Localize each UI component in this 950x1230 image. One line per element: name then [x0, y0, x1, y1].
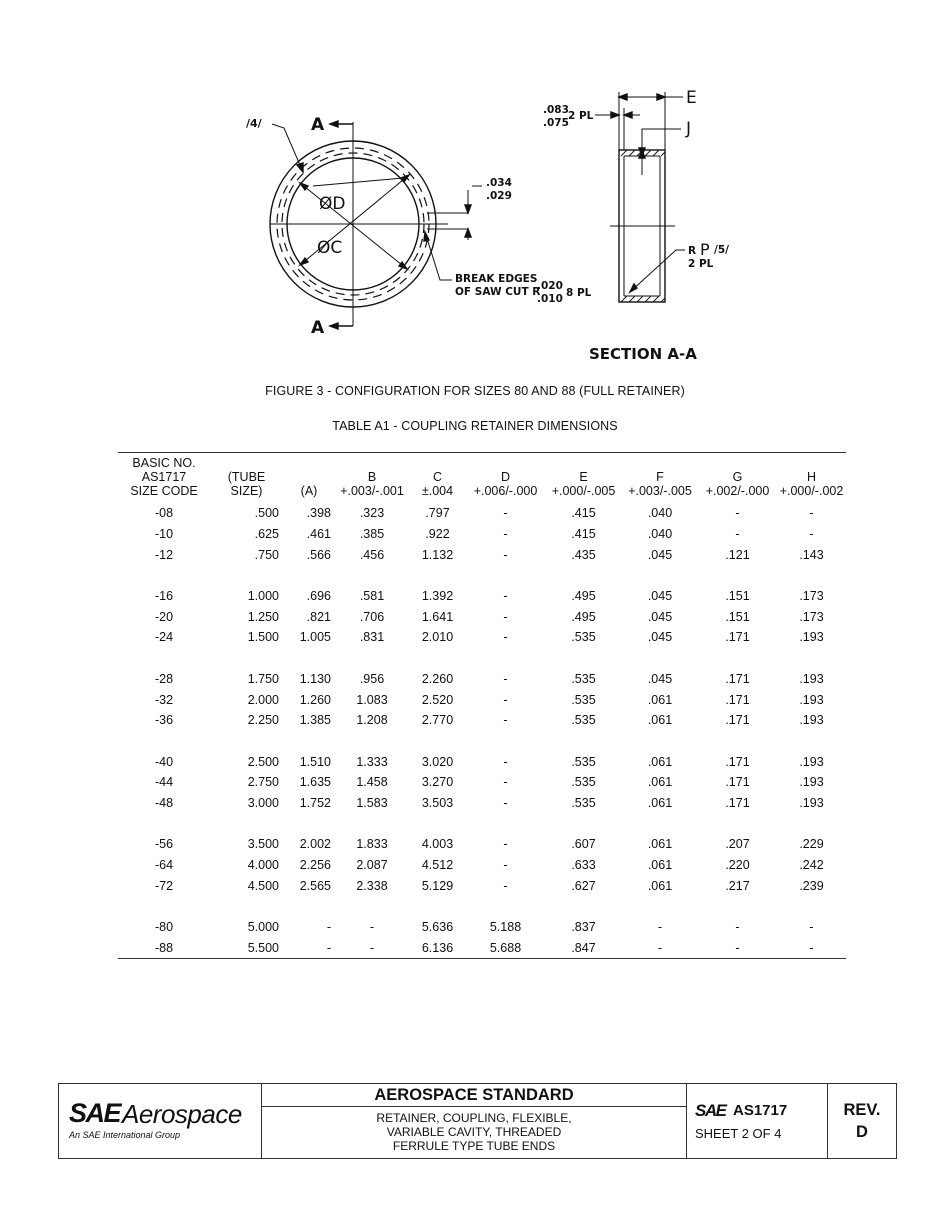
table-cell: .242 — [799, 858, 824, 873]
table-cell: 1.208 — [356, 713, 388, 728]
table-cell: .045 — [647, 671, 673, 686]
table-cell: .535 — [571, 692, 596, 707]
table-spacer-cell — [118, 565, 846, 586]
table-cell: .535 — [571, 795, 596, 810]
diameter-c-label: ØC — [317, 238, 343, 258]
table-row — [118, 834, 846, 855]
table-cell: 5.500 — [247, 940, 279, 955]
table-header-cell: C ±.004 — [421, 470, 454, 498]
table-cell: 3.500 — [247, 837, 279, 852]
note-5-label: /5/ — [714, 244, 729, 256]
table-cell: .045 — [647, 630, 673, 645]
table-cell: .061 — [647, 858, 673, 873]
document-title — [262, 1111, 686, 1153]
table-cell: - — [326, 940, 331, 955]
table-cell: - — [503, 547, 508, 562]
table-cell: 1.260 — [299, 692, 331, 707]
table-row — [118, 606, 846, 627]
table-cell: .045 — [647, 609, 673, 624]
table-cell: .121 — [725, 547, 750, 562]
table-cell: 1.458 — [356, 775, 388, 790]
table-cell: .607 — [571, 837, 596, 852]
table-cell: 2.338 — [356, 878, 388, 893]
table-cell: .193 — [799, 713, 824, 728]
label-e: E — [686, 88, 697, 108]
sheet-number: SHEET 2 OF 4 — [695, 1126, 782, 1141]
table-cell: - — [503, 692, 508, 707]
table-cell: - — [503, 609, 508, 624]
table-cell: - — [735, 940, 740, 955]
table-cell: - — [503, 775, 508, 790]
table-spacer-row — [118, 565, 846, 586]
table-cell: 5.129 — [421, 878, 454, 893]
table-header-cell: G +.002/-.000 — [705, 470, 770, 498]
table-cell: .435 — [571, 547, 596, 562]
table-spacer-cell — [118, 896, 846, 917]
dim-034-label: .034 — [486, 177, 512, 189]
table-row — [118, 917, 846, 938]
table-cell: .535 — [571, 630, 596, 645]
table-row — [118, 855, 846, 876]
table-cell: 5.188 — [489, 920, 522, 935]
table-cell: .151 — [725, 609, 750, 624]
table-cell: - — [503, 506, 508, 521]
table-caption: TABLE A1 - COUPLING RETAINER DIMENSIONS — [332, 419, 618, 433]
table-cell: .633 — [571, 858, 596, 873]
table-cell: 1.635 — [299, 775, 331, 790]
table-spacer-cell — [118, 648, 846, 669]
table-cell: .750 — [254, 547, 279, 562]
table-cell: -56 — [154, 837, 174, 852]
table-header-cell: B +.003/-.001 — [340, 470, 404, 498]
table-cell: .495 — [571, 589, 596, 604]
table-cell: - — [735, 920, 740, 935]
table-cell: .239 — [799, 878, 824, 893]
table-header-cell: F +.003/-.005 — [628, 470, 692, 498]
table-row — [118, 793, 846, 814]
table-cell: 1.500 — [247, 630, 279, 645]
table-cell: .207 — [725, 837, 750, 852]
table-cell: 1.752 — [299, 795, 331, 810]
table-header-cell: BASIC NO. AS1717 SIZE CODE — [130, 456, 198, 498]
table-cell: .061 — [647, 692, 673, 707]
table-cell: 1.333 — [356, 754, 388, 769]
section-a-bottom-label: A — [311, 318, 325, 338]
table-cell: -16 — [154, 589, 174, 604]
table-cell: .696 — [306, 589, 331, 604]
table-cell: .461 — [306, 527, 331, 542]
table-cell: - — [503, 878, 508, 893]
table-cell: 1.132 — [421, 547, 454, 562]
table-cell: - — [503, 527, 508, 542]
table-cell: - — [503, 858, 508, 873]
table-cell: .415 — [571, 527, 596, 542]
table-cell: 1.510 — [299, 754, 331, 769]
table-cell: 4.500 — [247, 878, 279, 893]
title-block — [58, 1083, 897, 1159]
table-cell: .171 — [725, 775, 750, 790]
table-cell: 3.270 — [421, 775, 454, 790]
table-cell: .837 — [571, 920, 596, 935]
table-header-row — [118, 453, 846, 500]
table-cell: .847 — [571, 940, 596, 955]
table-cell: .535 — [571, 671, 596, 686]
title-block-title-cell — [262, 1084, 687, 1158]
table-cell: -48 — [154, 795, 174, 810]
table-cell: .040 — [647, 506, 673, 521]
table-cell: .385 — [359, 527, 385, 542]
table-row — [118, 499, 846, 524]
table-cell: .193 — [799, 630, 824, 645]
table-cell: .173 — [799, 589, 824, 604]
table-cell: .061 — [647, 775, 673, 790]
table-cell: .415 — [571, 506, 596, 521]
table-cell: 4.003 — [421, 837, 454, 852]
table-body — [118, 499, 846, 959]
table-cell: .535 — [571, 754, 596, 769]
table-row — [118, 710, 846, 731]
revision-label: REV. — [843, 1101, 881, 1119]
table-cell: .495 — [571, 609, 596, 624]
table-cell: -64 — [154, 858, 174, 873]
table-cell: -72 — [154, 878, 174, 893]
table-cell: 3.000 — [247, 795, 279, 810]
title-block-rev-cell — [828, 1084, 896, 1158]
logo-subtitle: An SAE International Group — [69, 1130, 181, 1140]
table-spacer-row — [118, 731, 846, 752]
document-title-line: VARIABLE CAVITY, THREADED — [386, 1125, 562, 1139]
table-cell: 1.130 — [299, 671, 331, 686]
dim-020-label: .020 — [537, 280, 563, 292]
table-cell: .171 — [725, 692, 750, 707]
table-cell: .061 — [647, 795, 673, 810]
table-cell: .193 — [799, 671, 824, 686]
two-pl-bottom-label: 2 PL — [688, 258, 714, 270]
saw-cut-label: OF SAW CUT R — [455, 286, 541, 298]
table-cell: 2.565 — [299, 878, 331, 893]
table-cell: .706 — [359, 609, 385, 624]
table-cell: 1.583 — [356, 795, 388, 810]
section-a-top-label: A — [311, 115, 325, 135]
table-cell: 3.503 — [421, 795, 454, 810]
table-cell: .193 — [799, 754, 824, 769]
table-cell: 2.010 — [421, 630, 454, 645]
table-header-cell: (TUBE SIZE) — [227, 470, 266, 498]
table-cell: .797 — [425, 506, 450, 521]
table-cell: 1.641 — [421, 609, 454, 624]
break-edges-label: BREAK EDGES — [455, 273, 538, 285]
table-cell: .151 — [725, 589, 750, 604]
table-cell: - — [503, 671, 508, 686]
eight-pl-label: 8 PL — [566, 287, 592, 299]
table-cell: -32 — [154, 692, 174, 707]
table-cell: .171 — [725, 795, 750, 810]
table-cell: - — [809, 506, 814, 521]
dim-010-label: .010 — [537, 293, 563, 305]
table-cell: .045 — [647, 589, 673, 604]
title-block-docno-cell — [687, 1084, 828, 1158]
table-cell: .171 — [725, 713, 750, 728]
table-spacer-row — [118, 813, 846, 834]
document-title-line: FERRULE TYPE TUBE ENDS — [392, 1139, 556, 1153]
technical-drawing — [0, 0, 950, 380]
table-cell: 2.256 — [299, 858, 331, 873]
table-cell: .566 — [306, 547, 331, 562]
table-cell: 1.250 — [247, 609, 279, 624]
table-row — [118, 772, 846, 793]
table-cell: -44 — [154, 775, 174, 790]
table-cell: 2.250 — [247, 713, 279, 728]
table-spacer-cell — [118, 813, 846, 834]
table-cell: 5.000 — [247, 920, 279, 935]
table-cell: .456 — [359, 547, 385, 562]
standard-heading: AEROSPACE STANDARD — [262, 1084, 686, 1107]
table-cell: 2.002 — [299, 837, 331, 852]
table-cell: 1.000 — [247, 589, 279, 604]
table-spacer-row — [118, 648, 846, 669]
table-cell: -12 — [154, 547, 174, 562]
table-cell: - — [369, 920, 375, 935]
table-cell: .535 — [571, 775, 596, 790]
table-cell: .061 — [647, 754, 673, 769]
table-cell: - — [369, 940, 375, 955]
table-cell: .193 — [799, 795, 824, 810]
table-cell: 1.833 — [356, 837, 388, 852]
table-cell: 2.260 — [421, 671, 454, 686]
table-cell: .061 — [647, 713, 673, 728]
table-cell: 1.385 — [299, 713, 331, 728]
table-cell: -36 — [154, 713, 174, 728]
table-cell: - — [503, 713, 508, 728]
table-cell: - — [809, 940, 814, 955]
label-r: R — [688, 245, 697, 257]
table-cell: .171 — [725, 630, 750, 645]
table-cell: - — [657, 940, 663, 955]
table-spacer-cell — [118, 731, 846, 752]
table-header-cell: H +.000/-.002 — [779, 470, 844, 498]
table-cell: 4.000 — [247, 858, 279, 873]
table-row — [118, 689, 846, 710]
dimensions-table — [118, 452, 846, 959]
table-row — [118, 875, 846, 896]
figure-caption: FIGURE 3 - CONFIGURATION FOR SIZES 80 AND 88 (FULL RETAINER) — [265, 384, 685, 398]
table-cell: - — [503, 754, 508, 769]
table-cell: .171 — [725, 754, 750, 769]
table-row — [118, 751, 846, 772]
document-number: AS1717 — [733, 1102, 788, 1119]
table-cell: -20 — [154, 609, 174, 624]
table-cell: .627 — [571, 878, 596, 893]
table-row — [118, 524, 846, 545]
table-cell: .193 — [799, 692, 824, 707]
note-4-label: /4/ — [246, 117, 262, 130]
table-cell: 1.005 — [299, 630, 331, 645]
table-cell: - — [735, 527, 740, 542]
table-cell: .956 — [359, 671, 385, 686]
table-cell: 5.688 — [489, 940, 522, 955]
table-cell: .535 — [571, 713, 596, 728]
document-title-line: RETAINER, COUPLING, FLEXIBLE, — [376, 1111, 572, 1125]
aerospace-logo-text: Aerospace — [122, 1099, 242, 1129]
table-cell: 2.500 — [247, 754, 279, 769]
table-row — [118, 627, 846, 648]
table-spacer-row — [118, 896, 846, 917]
table-cell: 2.087 — [356, 858, 388, 873]
table-cell: .922 — [425, 527, 450, 542]
table-cell: .831 — [359, 630, 385, 645]
table-cell: .821 — [306, 609, 331, 624]
table-cell: 1.392 — [421, 589, 454, 604]
table-cell: -28 — [154, 671, 174, 686]
table-row — [118, 586, 846, 607]
section-title: SECTION A-A — [589, 345, 697, 363]
table-cell: .045 — [647, 547, 673, 562]
table-cell: .061 — [647, 878, 673, 893]
table-cell: - — [503, 837, 508, 852]
table-cell: .581 — [359, 589, 385, 604]
table-cell: 2.770 — [421, 713, 454, 728]
table-cell: - — [809, 527, 814, 542]
label-j: J — [686, 119, 692, 139]
table-header-cell: (A) — [300, 484, 318, 498]
table-cell: .625 — [254, 527, 279, 542]
table-cell: 2.000 — [247, 692, 279, 707]
table-cell: -80 — [154, 920, 174, 935]
table-cell: 6.136 — [421, 940, 454, 955]
revision-value: D — [856, 1123, 868, 1141]
table-cell: .229 — [799, 837, 824, 852]
dim-029-label: .029 — [486, 190, 512, 202]
table-cell: .500 — [254, 506, 279, 521]
label-p: P — [700, 240, 710, 259]
table-cell: - — [735, 506, 740, 521]
table-cell: - — [809, 920, 814, 935]
table-cell: -24 — [154, 630, 174, 645]
table-cell: -10 — [154, 527, 174, 542]
dim-075-label: .075 — [543, 117, 569, 129]
table-cell: - — [657, 920, 663, 935]
sae-logo: SAE — [69, 1098, 121, 1128]
table-cell: 1.083 — [356, 692, 388, 707]
table-cell: .173 — [799, 609, 824, 624]
table-cell: .193 — [799, 775, 824, 790]
table-cell: 2.520 — [421, 692, 454, 707]
dim-083-label: .083 — [543, 104, 569, 116]
table-cell: -40 — [154, 754, 174, 769]
table-cell: 2.750 — [247, 775, 279, 790]
table-cell: .040 — [647, 527, 673, 542]
table-cell: .398 — [306, 506, 331, 521]
table-cell: .143 — [799, 547, 824, 562]
table-cell: 5.636 — [421, 920, 454, 935]
table-header-cell: D +.006/-.000 — [473, 470, 538, 498]
table-cell: .323 — [359, 506, 385, 521]
diameter-d-label: ØD — [319, 194, 346, 214]
table-cell: -88 — [154, 940, 174, 955]
sae-small-logo: SAE — [695, 1101, 726, 1120]
table-row — [118, 937, 846, 958]
table-cell: 4.512 — [421, 858, 454, 873]
two-pl-top-label: 2 PL — [568, 110, 594, 122]
table-row — [118, 669, 846, 690]
table-cell: - — [503, 589, 508, 604]
table-cell: 1.750 — [247, 671, 279, 686]
table-cell: -08 — [154, 506, 174, 521]
table-row — [118, 544, 846, 565]
table-cell: .220 — [725, 858, 750, 873]
table-cell: - — [326, 920, 331, 935]
table-header-cell: E +.000/-.005 — [551, 470, 616, 498]
table-cell: - — [503, 630, 508, 645]
title-block-logo-cell — [59, 1084, 262, 1158]
table-cell: - — [503, 795, 508, 810]
table-cell: .217 — [725, 878, 750, 893]
table-cell: 3.020 — [421, 754, 454, 769]
table-cell: .061 — [647, 837, 673, 852]
table-cell: .171 — [725, 671, 750, 686]
